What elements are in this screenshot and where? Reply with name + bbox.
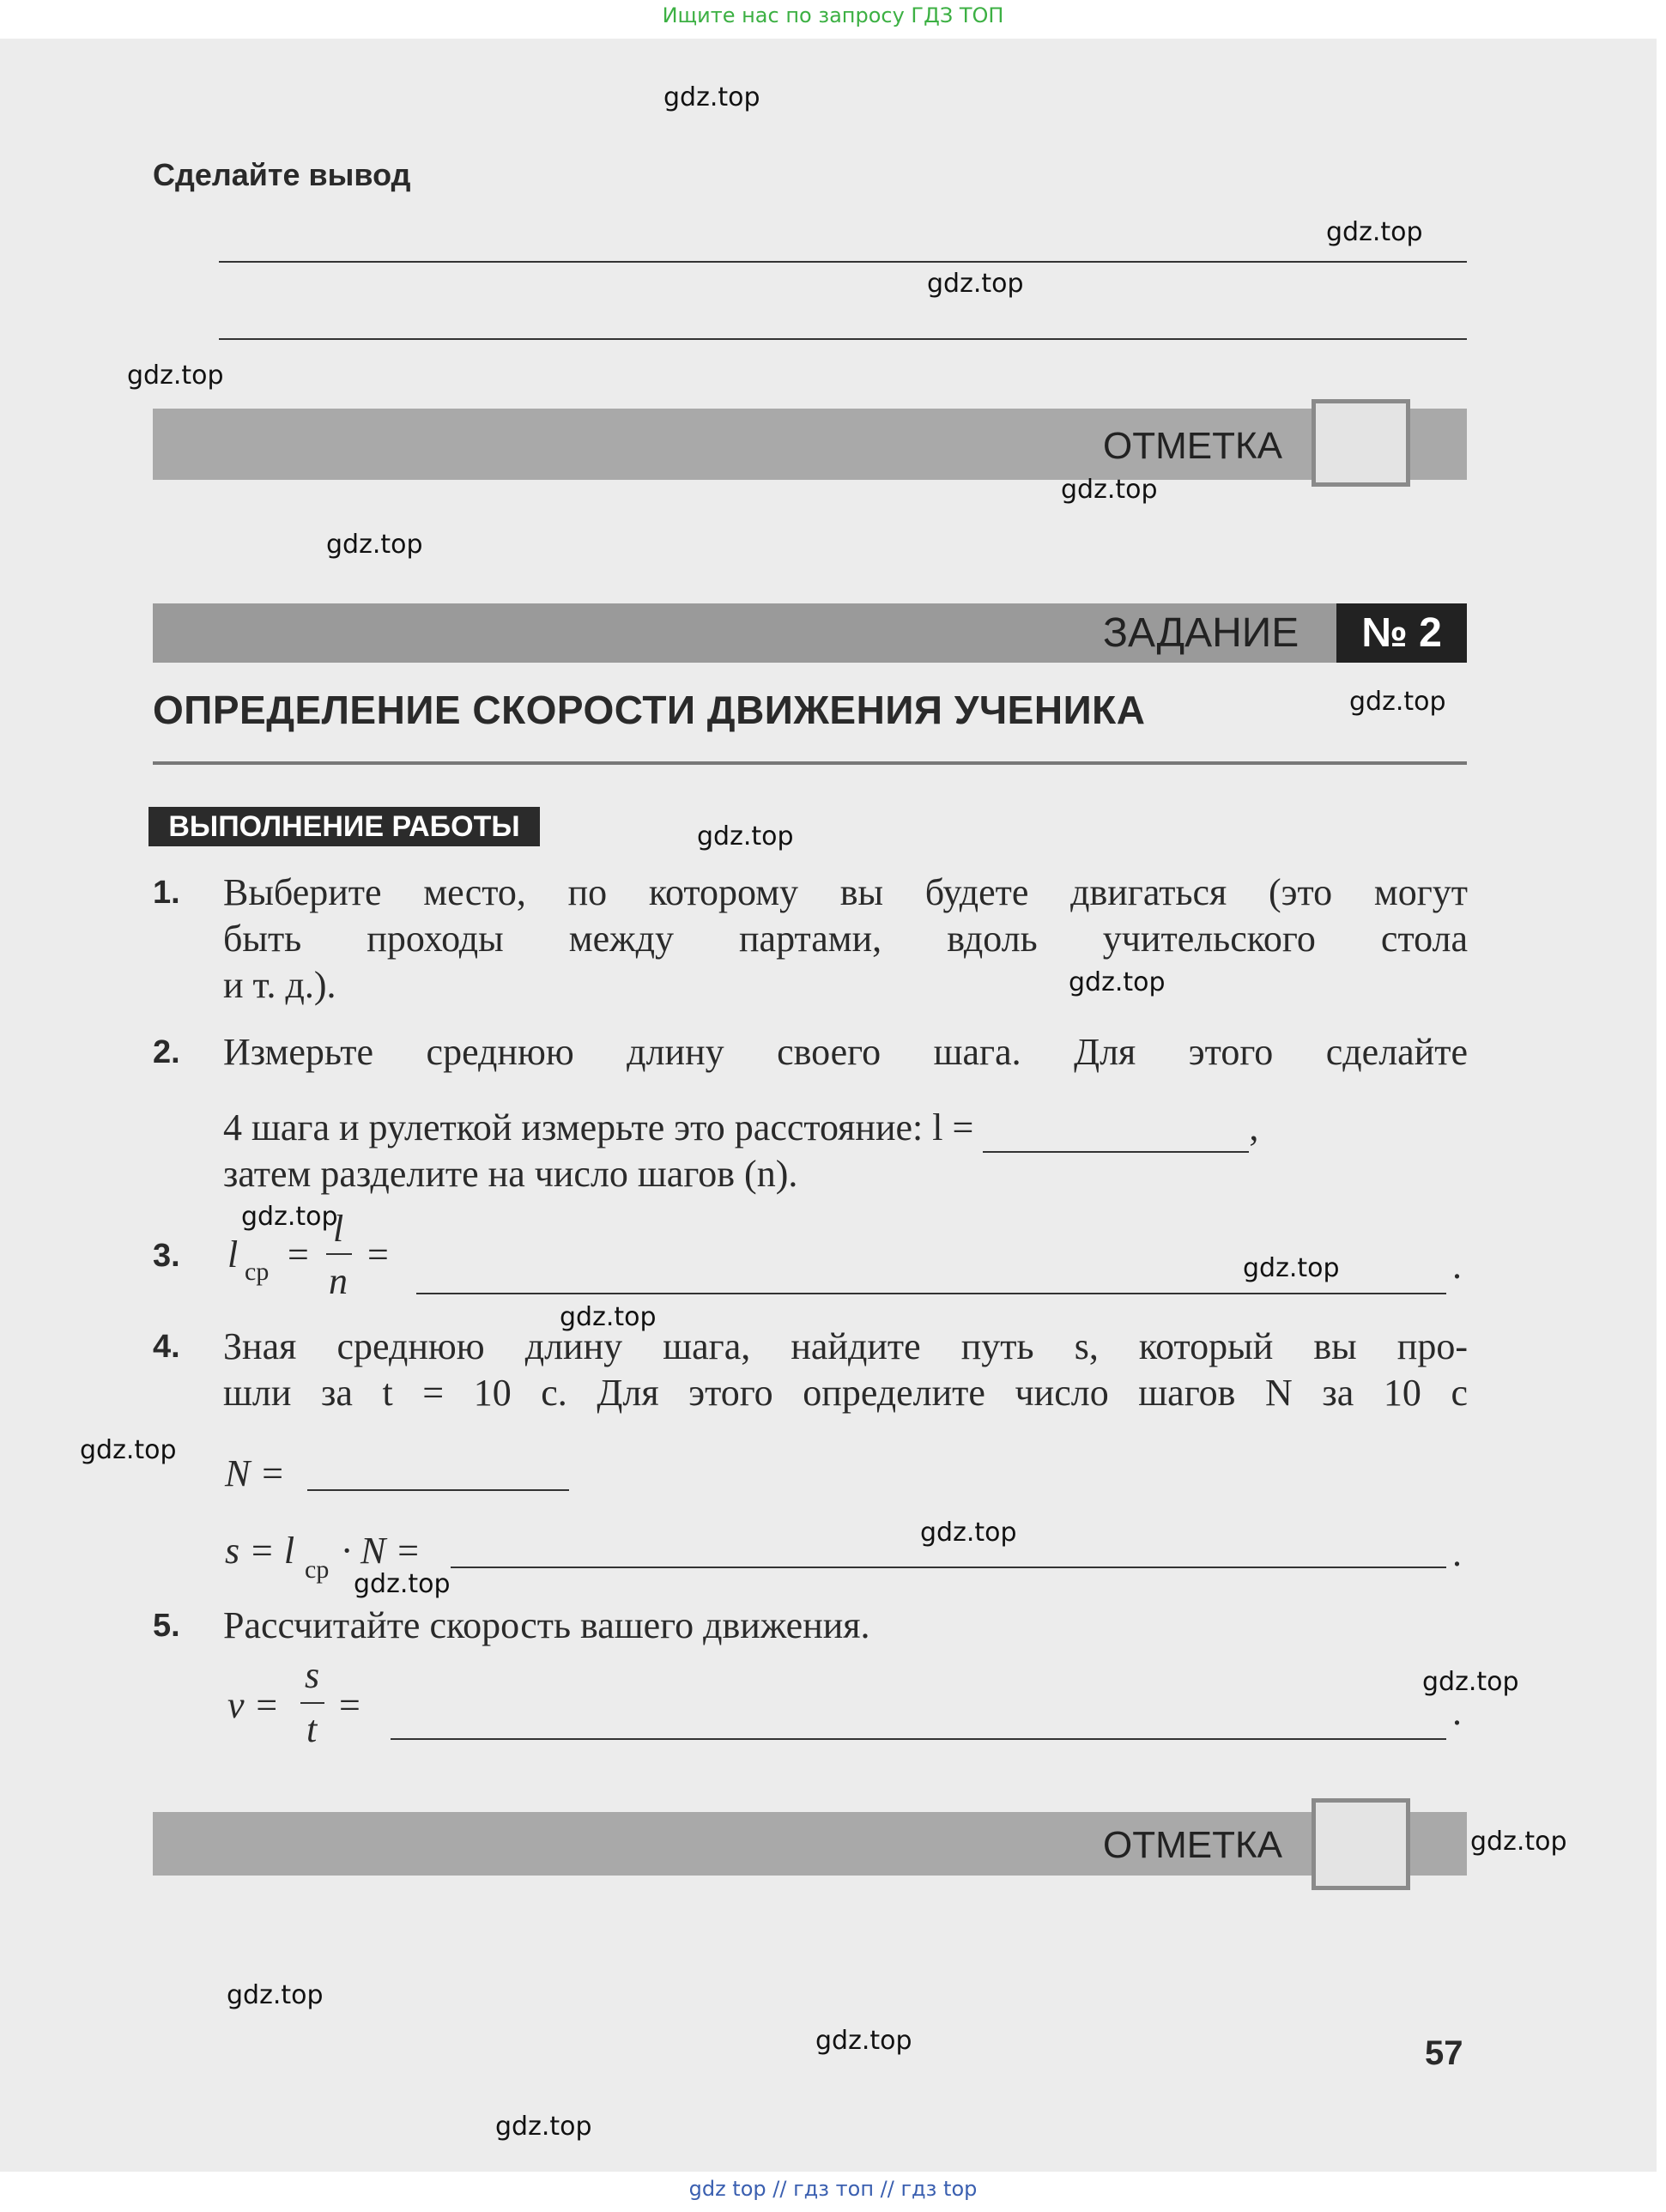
item-4-line: шли за t = 10 с. Для этого определите число шагов N за 10 с <box>223 1372 1468 1414</box>
grade-label: ОТМЕТКА <box>1103 1824 1282 1866</box>
l-avg-symbol: l <box>227 1233 239 1276</box>
equals: = <box>288 1233 309 1276</box>
item-number: 1. <box>153 875 180 911</box>
conclusion-heading: Сделайте вывод <box>153 157 411 192</box>
period: . <box>1452 1532 1462 1574</box>
watermark: gdz.top <box>1326 217 1423 247</box>
fraction-bar <box>300 1702 324 1704</box>
item-2-line <box>223 1105 1258 1153</box>
watermark: gdz.top <box>663 82 760 112</box>
grade-box <box>1312 1798 1410 1890</box>
s-formula: s = l <box>225 1530 295 1572</box>
watermark: gdz.top <box>1470 1827 1567 1857</box>
fraction-denominator: n <box>329 1260 348 1302</box>
period: . <box>1452 1691 1462 1733</box>
equals: = <box>339 1684 360 1726</box>
v-formula: v = <box>227 1684 280 1726</box>
item-number: 3. <box>153 1238 180 1274</box>
watermark: gdz.top <box>354 1569 451 1599</box>
watermark: gdz.top <box>697 821 794 851</box>
divider <box>153 761 1467 765</box>
fraction-bar <box>326 1253 352 1255</box>
length-input[interactable] <box>983 1105 1249 1153</box>
grade-label: ОТМЕТКА <box>1103 425 1282 467</box>
grade-box <box>1312 399 1410 487</box>
bottom-banner[interactable]: gdz top // гдз топ // гдз top <box>688 2177 978 2201</box>
n-formula: N = <box>225 1452 286 1494</box>
watermark: gdz.top <box>1061 475 1158 505</box>
item-2-text: 4 шага и рулеткой измерьте это расстояние: l = <box>223 1106 984 1148</box>
equals: = <box>367 1233 389 1276</box>
task-label: ЗАДАНИЕ <box>1103 610 1299 656</box>
n-input[interactable] <box>307 1464 569 1491</box>
watermark: gdz.top <box>560 1302 657 1332</box>
watermark: gdz.top <box>127 361 224 391</box>
watermark: gdz.top <box>1422 1667 1519 1697</box>
task-number: № 2 <box>1336 603 1467 663</box>
watermark: gdz.top <box>1349 687 1446 717</box>
fraction-numerator: l <box>333 1208 344 1250</box>
page-title: ОПРЕДЕЛЕНИЕ СКОРОСТИ ДВИЖЕНИЯ УЧЕНИКА <box>153 688 1146 732</box>
watermark: gdz.top <box>227 1980 324 2010</box>
watermark: gdz.top <box>920 1518 1017 1548</box>
watermark: gdz.top <box>815 2026 912 2056</box>
watermark: gdz.top <box>1069 967 1166 997</box>
answer-line <box>219 261 1467 263</box>
watermark: gdz.top <box>80 1435 177 1465</box>
item-2-line: Измерьте среднюю длину своего шага. Для этого сделайте <box>223 1031 1468 1073</box>
item-4-line: Зная среднюю длину шага, найдите путь s, который вы про- <box>223 1325 1468 1367</box>
item-5-line: Рассчитайте скорость вашего движения. <box>223 1604 870 1646</box>
item-number: 2. <box>153 1034 180 1070</box>
watermark: gdz.top <box>326 530 423 560</box>
watermark: gdz.top <box>927 269 1024 299</box>
item-1-line: быть проходы между партами, вдоль учительского стола <box>223 918 1468 960</box>
watermark: gdz.top <box>1243 1253 1340 1283</box>
s-subscript: ср <box>305 1555 330 1584</box>
watermark: gdz.top <box>495 2112 592 2142</box>
work-badge: ВЫПОЛНЕНИЕ РАБОТЫ <box>148 807 540 846</box>
v-input[interactable] <box>391 1712 1446 1740</box>
v-numerator: s <box>305 1654 320 1696</box>
s-formula-tail: · N = <box>342 1530 421 1572</box>
comma: , <box>1249 1106 1259 1148</box>
top-banner[interactable]: Ищите нас по запросу ГДЗ ТОП <box>662 3 1004 27</box>
item-1-line: и т. д.). <box>223 964 336 1006</box>
page-number: 57 <box>1425 2034 1463 2072</box>
answer-line <box>219 338 1467 340</box>
item-2-line: затем разделите на число шагов (n). <box>223 1153 798 1195</box>
v-denominator: t <box>306 1708 318 1750</box>
l-avg-subscript: ср <box>245 1258 270 1286</box>
period: . <box>1452 1245 1462 1287</box>
item-number: 5. <box>153 1608 180 1644</box>
watermark: gdz.top <box>241 1202 338 1232</box>
item-1-line: Выберите место, по которому вы будете двигаться (это могут <box>223 871 1468 913</box>
item-number: 4. <box>153 1329 180 1365</box>
